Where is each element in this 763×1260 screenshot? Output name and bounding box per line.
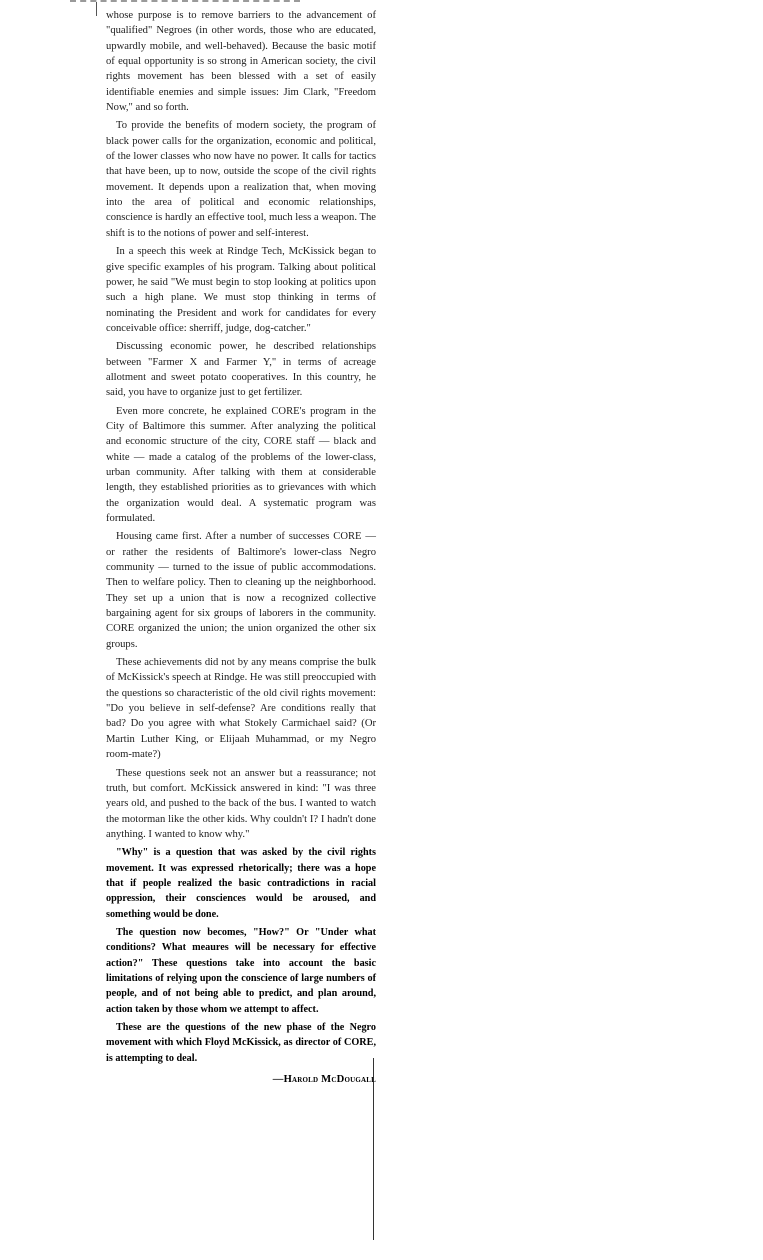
article-paragraph-7: These achievements did not by any means comprise the bulk of McKissick's speech at Rindge. He was still preoccupied with the questions so characteristic of the old civil rights movement: "Do you believe in self-defense? Are conditions really that bad? Do you agree with what Stokely Carmichael said? (Or Martin Luther King, or Elijaah Muhammad, or my Negro room-mate?) — [106, 657, 376, 761]
article-paragraph-10: The question now becomes, "How?" Or "Under what conditions? What meaures will be necessary for effective action?" These questions take into account the basic limitations of relying upon the conscience of large numbers of people, and of not being able to predict, and plan around, action taken by those whom we attempt to affect. — [106, 926, 376, 1015]
column-rule-left — [96, 2, 97, 16]
article-paragraph-1: whose purpose is to remove barriers to the advancement of "qualified" Negroes (in other words, those who are educated, upwardly mobile, and well-behaved). Because the basic motif of equal opportunity is so strong in American society, the civil rights movement has been blessed with a set of easily identifiable enemies and simple issues: Jim Clark, "Freedom Now," and so forth. — [106, 10, 376, 114]
author-signature: —Harold McDougall — [272, 1074, 376, 1086]
article-paragraph-5: Even more concrete, he explained CORE's program in the City of Baltimore this summer. After analyzing the political and economic structure of the city, CORE staff — black and white — made a catalog of the problems of the lower-class, urban community. After talking with them at considerable length, they established priorities as to grievances with which the organization would deal. A systematic program was formulated. — [106, 405, 376, 524]
top-rule — [70, 0, 300, 4]
article-column — [106, 8, 376, 1087]
article-paragraph-6: Housing came first. After a number of successes CORE — or rather the residents of Baltimore's lower-class Negro community — turned to the issue of public accommodations. Then to welfare policy. Then to cleaning up the neighborhood. They set up a union that is now a recognized collective bargaining agent for six groups of laborers in the community. CORE organized the union; the union organized the other six groups. — [106, 531, 376, 650]
article-paragraph-4: Discussing economic power, he described relationships between "Farmer X and Farmer Y," in terms of acreage allotment and sweet potato cooperatives. In this country, he said, you have to organize just to get fertilizer. — [106, 341, 376, 399]
article-paragraph-2: To provide the benefits of modern society, the program of black power calls for the organization, economic and political, of the lower classes who now have no power. It calls for tactics that have been, up to now, outside the scope of the civil rights movement. It depends upon a realization that, when moving into the area of political and economic relationships, conscience is hardly an effective tool, much less a weapon. The shift is to the notions of power and self-interest. — [106, 120, 376, 239]
article-paragraph-11: These are the questions of the new phase of the Negro movement with which Floyd McKissick, as director of CORE, is attempting to deal. — [106, 1022, 376, 1064]
article-paragraph-8: These questions seek not an answer but a reassurance; not truth, but comfort. McKissick answered in kind: "I was three years old, and pushed to the back of the bus. I wanted to watch the motorman like the other kids. Why couldn't I? I hadn't done anything. I wanted to know why." — [106, 767, 376, 840]
article-paragraph-9: "Why" is a question that was asked by the civil rights movement. It was expressed rhetorically; there was a hope that if people realized the basic contradictions in racial oppression, their consciences would be aroused, and something would be done. — [106, 847, 376, 920]
article-paragraph-3: In a speech this week at Rindge Tech, McKissick began to give specific examples of his program. Talking about political power, he said "We must begin to stop looking at politics upon such a high plane. We must stop thinking in terms of nominating the President and work for candidates for every conceivable office: sherriff, judge, dog-catcher." — [106, 246, 376, 334]
